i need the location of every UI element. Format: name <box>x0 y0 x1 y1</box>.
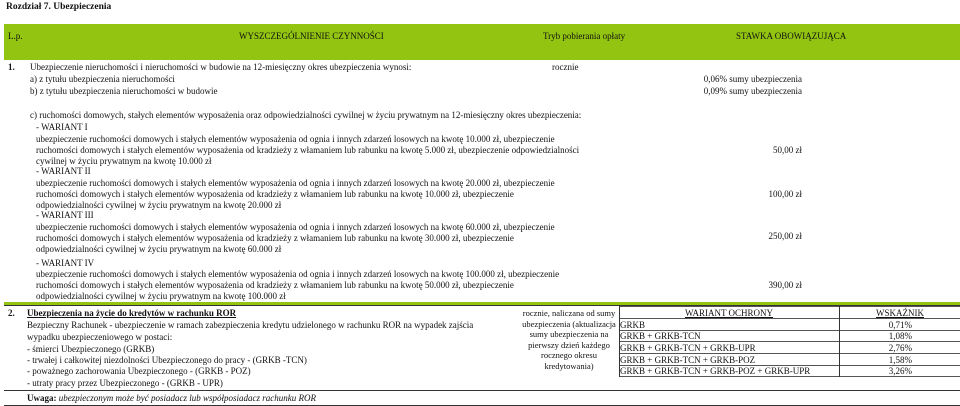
document-title: Rozdział 7. Ubezpieczenia <box>6 2 112 12</box>
variant-3-rate: 250,00 zł <box>768 231 802 241</box>
variant-2-line: ruchomości domowych i stałych elementów wyposażenia od kradzieży z włamaniem lub rabunku na kwotę 10.000 zł, ubezpieczenie <box>36 189 514 199</box>
variant-index: 1,08% <box>888 331 912 341</box>
variants-header-border <box>619 318 960 319</box>
index-header: WSKAŹNIK <box>876 308 924 318</box>
variant-2-line: odpowiedzialności cywilnej w życiu prywatnym na kwotę 20.000 zł <box>36 200 282 210</box>
note-label: Uwaga: <box>27 393 57 403</box>
row1-c-label: c) ruchomości domowych, stałych elementów wyposażenia oraz odpowiedzialności cywilnej w życiu prywatnym na 12-miesięczny okres ubezpieczenia: <box>30 110 582 120</box>
header-spacer <box>4 49 960 60</box>
row1-b-label: b) z tytułu ubezpieczenia nieruchomości w budowie <box>30 86 218 96</box>
variants-top-border <box>619 306 960 307</box>
row2-note <box>27 393 316 403</box>
variant-index: 2,76% <box>888 343 912 353</box>
variants-left-border <box>619 306 620 377</box>
header-lp: L.p. <box>8 31 23 41</box>
row1-b-rate: 0,09% sumy ubezpieczenia <box>703 86 802 96</box>
row1-a-rate: 0,06% sumy ubezpieczenia <box>703 74 802 84</box>
variant-1-line: cywilnej w życiu prywatnym na kwotę 10.000 zł <box>36 156 212 166</box>
variant-4-line: ruchomości domowych i stałych elementów wyposażenia od kradzieży z włamaniem lub rabunku na kwotę 50.000 zł, ubezpieczenie <box>36 280 514 290</box>
row2-title: Ubezpieczenia na życie do kredytów w rachunku ROR <box>27 308 237 318</box>
variant-name: GRKB + GRKB-TCN + GRKB-UPR <box>620 343 756 353</box>
row2-number: 2. <box>8 308 15 318</box>
variant-index: 3,26% <box>888 366 912 376</box>
note-divider <box>4 390 960 391</box>
variant-row-border <box>619 376 960 377</box>
variant-index: 0,71% <box>888 320 912 330</box>
table-header <box>4 24 960 49</box>
row2-line: - poważnego zachorowania Ubezpieczonego - (GRKB - POZ) <box>27 366 251 376</box>
variant-1-line: ubezpieczenie ruchomości domowych i stałych elementów wyposażenia od ognia i innych zdarzeń losowych na kwotę 10.000 zł, ubezpieczenie <box>36 134 555 144</box>
variant-3-line: ubezpieczenie ruchomości domowych i stałych elementów wyposażenia od ognia i innych zdarzeń losowych na kwotę 60.000 zł, ubezpieczenie <box>36 222 555 232</box>
variant-4-line: ubezpieczenie ruchomości domowych i stałych elementów wyposażenia od ognia i innych zdarzeń losowych na kwotę 100.000 zł, ubezpieczenie <box>36 269 560 279</box>
row2-line: - trwałej i całkowitej niezdolności Ubezpieczonego do pracy - (GRKB -TCN) <box>27 355 307 365</box>
row2-line: - utraty pracy przez Ubezpieczonego - (GRKB - UPR) <box>27 378 223 388</box>
variant-row-border <box>619 341 960 342</box>
variant-4-line: odpowiedzialności cywilnej w życiu prywatnym na kwotę 100.000 zł <box>36 291 286 301</box>
variant-3-line: odpowiedzialności cywilnej w życiu prywatnym na kwotę 60.000 zł <box>36 244 282 254</box>
variant-1-rate: 50,00 zł <box>773 145 802 155</box>
header-rate: STAWKA OBOWIĄZUJĄCA <box>736 31 847 41</box>
variants-mid-border <box>839 306 840 377</box>
row1-number: 1. <box>8 62 15 72</box>
variant-4-title: - WARIANT IV <box>36 258 95 268</box>
row2-line: Bezpieczny Rachunek - ubezpieczenie w ramach zabezpieczenia kredytu udzielonego w rachunku ROR na wypadek zajścia <box>27 320 474 330</box>
variant-name: GRKB <box>620 320 646 330</box>
row1-intro: Ubezpieczenie nieruchomości i nieruchomości w budowie na 12-miesięczny okres ubezpieczenia wynosi: <box>30 62 412 72</box>
variants-header: WARIANT OCHRONY <box>684 308 774 318</box>
variant-2-title: - WARIANT II <box>36 166 91 176</box>
row2-line: - śmierci Ubezpieczonego (GRKB) <box>27 344 155 354</box>
row2-fee-mode: rocznie, naliczana od sumy ubezpieczenia (aktualizacja sumy ubezpieczenia na pierwszy dzień każdego rocznego okresu kredytowania) <box>522 308 616 371</box>
variant-name: GRKB + GRKB-TCN + GRKB-POZ + GRKB-UPR <box>620 366 811 376</box>
row1-fee-mode: rocznie <box>552 62 579 72</box>
variant-2-line: ubezpieczenie ruchomości domowych i stałych elementów wyposażenia od ognia i innych zdarzeń losowych na kwotę 20.000 zł, ubezpieczenie <box>36 178 555 188</box>
variant-row-border <box>619 353 960 354</box>
note-text: ubezpieczonym może być posiadacz lub współposiadacz rachunku ROR <box>58 393 316 403</box>
header-fee-mode: Tryb pobierania opłaty <box>543 31 626 41</box>
variant-name: GRKB + GRKB-TCN + GRKB-POZ <box>620 355 756 365</box>
variant-1-title: - WARIANT I <box>36 122 88 132</box>
variant-3-line: ruchomości domowych i stałych elementów wyposażenia od kradzieży z włamaniem lub rabunku na kwotę 30.000 zł, ubezpieczenie <box>36 233 514 243</box>
header-description: WYSZCZEGÓLNIENIE CZYNNOŚCI <box>239 31 384 41</box>
variant-2-rate: 100,00 zł <box>768 189 802 199</box>
variant-index: 1,58% <box>888 355 912 365</box>
variant-1-line: ruchomości domowych i stałych elementów wyposażenia od kradzieży z włamaniem lub rabunku na kwotę 5.000 zł, ubezpieczenie odpowiedzialności <box>36 145 580 155</box>
variant-3-title: - WARIANT III <box>36 210 94 220</box>
row1-a-label: a) z tytułu ubezpieczenia nieruchomości <box>30 74 175 84</box>
variant-4-rate: 390,00 zł <box>768 280 802 290</box>
variant-name: GRKB + GRKB-TCN <box>620 331 701 341</box>
row2-line: wypadku ubezpieczeniowego w postaci: <box>27 332 173 342</box>
